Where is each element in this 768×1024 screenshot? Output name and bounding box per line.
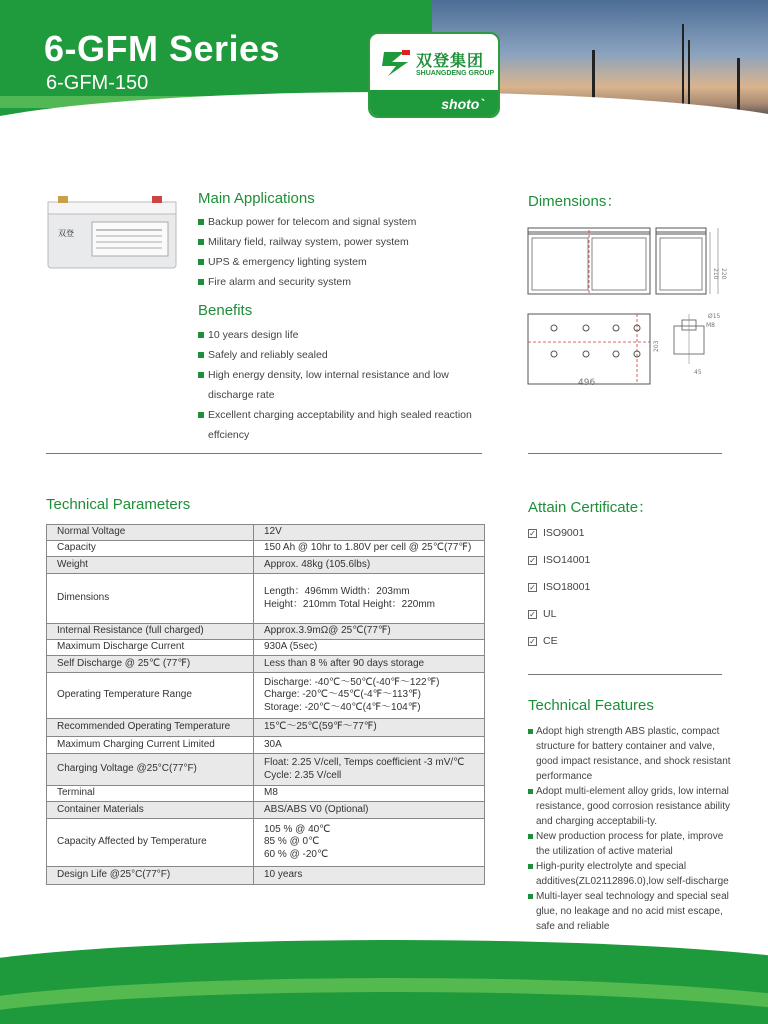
param-name: Normal Voltage bbox=[47, 525, 254, 541]
logo-chinese-text: 双登集团 bbox=[416, 53, 485, 70]
param-value: ABS/ABS V0 (Optional) bbox=[254, 802, 485, 819]
param-name: Design Life @25°C(77°F) bbox=[47, 867, 254, 885]
param-value: Discharge: -40℃～50℃(-40℉～122℉) Charge: -20℃～45℃(-4℉～113℉) Storage: -20℃～40℃(4℉～104℉) bbox=[254, 673, 485, 719]
table-row bbox=[47, 819, 485, 867]
checkbox-icon: ✓ bbox=[529, 582, 536, 592]
footer-waves bbox=[0, 930, 768, 1024]
checkbox-icon: ✓ bbox=[529, 528, 536, 538]
technical-parameters-table bbox=[46, 524, 485, 885]
param-value: 12V bbox=[254, 525, 485, 541]
param-name: Weight bbox=[47, 557, 254, 574]
table-row bbox=[47, 737, 485, 754]
list-item: ✓ ISO9001 bbox=[529, 527, 585, 539]
param-name: Container Materials bbox=[47, 802, 254, 819]
page-subtitle: 6-GFM-150 bbox=[46, 72, 149, 94]
list-item: High energy density, low internal resistance and low discharge rate bbox=[198, 365, 478, 405]
list-item: Excellent charging acceptability and high sealed reaction effciency bbox=[198, 405, 478, 445]
table-row bbox=[47, 786, 485, 802]
param-name: Dimensions bbox=[47, 574, 254, 624]
table-row bbox=[47, 557, 485, 574]
param-value: 15℃～25℃(59℉～77℉) bbox=[254, 719, 485, 737]
main-applications-list bbox=[198, 212, 478, 292]
param-value: Approx.3.9mΩ@ 25℃(77℉) bbox=[254, 624, 485, 640]
param-value: 10 years bbox=[254, 867, 485, 885]
section-divider bbox=[528, 674, 722, 675]
table-row bbox=[47, 867, 485, 885]
table-row bbox=[47, 673, 485, 719]
table-row bbox=[47, 719, 485, 737]
header-banner bbox=[0, 0, 768, 140]
param-value: Less than 8 % after 90 days storage bbox=[254, 656, 485, 673]
technical-parameters-heading: Technical Parameters bbox=[46, 496, 191, 513]
company-logo bbox=[368, 32, 500, 118]
table-row bbox=[47, 754, 485, 786]
width-label: 203 bbox=[653, 340, 660, 352]
param-name: Internal Resistance (full charged) bbox=[47, 624, 254, 640]
list-item: ✓ ISO18001 bbox=[529, 581, 591, 593]
total-height-label: 220 bbox=[720, 268, 727, 280]
battery-brand-mark: 双登 bbox=[58, 229, 74, 238]
section-divider bbox=[46, 453, 482, 454]
param-value: 150 Ah @ 10hr to 1.80V per cell @ 25℃(77℉) bbox=[254, 541, 485, 557]
param-value: 930A (5sec) bbox=[254, 640, 485, 656]
param-name: Charging Voltage @25°C(77°F) bbox=[47, 754, 254, 786]
main-applications-heading: Main Applications bbox=[198, 190, 315, 207]
param-value: 105 % @ 40℃ 85 % @ 0℃ 60 % @ -20℃ bbox=[254, 819, 485, 867]
list-item: ✓ CE bbox=[529, 635, 558, 647]
page-title: 6-GFM Series bbox=[44, 28, 281, 69]
dimensions-heading: Dimensions： bbox=[528, 193, 622, 210]
logo-english-text: SHUANGDENG GROUP bbox=[416, 70, 495, 77]
table-row bbox=[47, 802, 485, 819]
certificates-heading: Attain Certificate： bbox=[528, 499, 654, 516]
param-value: 30A bbox=[254, 737, 485, 754]
table-row bbox=[47, 541, 485, 557]
terminal-height-label: 45 bbox=[694, 369, 702, 376]
terminal-label: M8 bbox=[706, 322, 715, 329]
list-item: Fire alarm and security system bbox=[198, 272, 478, 292]
param-value: Length：496mm Width：203mm Height：210mm Total Height：220mm bbox=[254, 574, 485, 624]
param-name: Maximum Charging Current Limited bbox=[47, 737, 254, 754]
list-item: UPS & emergency lighting system bbox=[198, 252, 478, 272]
dimensions-drawing bbox=[524, 224, 728, 392]
battery-product-image bbox=[44, 192, 184, 272]
logo-s-icon bbox=[380, 48, 412, 78]
list-item: High-purity electrolyte and special additives(ZL02112896.0),low self-discharge bbox=[528, 859, 736, 889]
terminal-diameter-label: Ø15 bbox=[708, 313, 721, 320]
param-name: Self Discharge @ 25℃ (77℉) bbox=[47, 656, 254, 673]
param-name: Capacity Affected by Temperature bbox=[47, 819, 254, 867]
list-item: New production process for plate, improve the utilization of active material bbox=[528, 829, 736, 859]
technical-features-list bbox=[528, 724, 736, 934]
list-item: Military field, railway system, power system bbox=[198, 232, 478, 252]
list-item: Adopt multi-element alloy grids, low internal resistance, good corrosion resistance ability and charging acceptabili-ty. bbox=[528, 784, 736, 829]
param-name: Operating Temperature Range bbox=[47, 673, 254, 719]
technical-features-heading: Technical Features bbox=[528, 697, 654, 714]
list-item: Backup power for telecom and signal system bbox=[198, 212, 478, 232]
param-name: Capacity bbox=[47, 541, 254, 557]
certificates-list bbox=[528, 524, 590, 659]
table-row bbox=[47, 525, 485, 541]
table-row bbox=[47, 624, 485, 640]
table-row bbox=[47, 640, 485, 656]
checkbox-icon: ✓ bbox=[529, 609, 536, 619]
section-divider bbox=[528, 453, 722, 454]
param-value: Approx. 48kg (105.6lbs) bbox=[254, 557, 485, 574]
list-item: Adopt high strength ABS plastic, compact structure for battery container and valve, good impact resistance, and shock resistant performance bbox=[528, 724, 736, 784]
height-label: 210 bbox=[712, 268, 719, 280]
list-item: Safely and reliably sealed bbox=[198, 345, 478, 365]
table-row bbox=[47, 574, 485, 624]
param-value: M8 bbox=[254, 786, 485, 802]
checkbox-icon: ✓ bbox=[529, 636, 536, 646]
benefits-heading: Benefits bbox=[198, 302, 253, 319]
list-item: Multi-layer seal technology and special seal glue, no leakage and no acid mist escape, safe and reliable bbox=[528, 889, 736, 934]
param-name: Maximum Discharge Current bbox=[47, 640, 254, 656]
length-label: 496 bbox=[578, 378, 596, 388]
param-name: Recommended Operating Temperature bbox=[47, 719, 254, 737]
list-item: ✓ UL bbox=[529, 608, 557, 620]
param-value: Float: 2.25 V/cell, Temps coefficient -3 mV/℃ Cycle: 2.35 V/cell bbox=[254, 754, 485, 786]
benefits-list bbox=[198, 325, 478, 445]
list-item: 10 years design life bbox=[198, 325, 478, 345]
param-name: Terminal bbox=[47, 786, 254, 802]
checkbox-icon: ✓ bbox=[529, 555, 536, 565]
table-row bbox=[47, 656, 485, 673]
logo-brand: shoto` bbox=[441, 96, 484, 112]
list-item: ✓ ISO14001 bbox=[529, 554, 591, 566]
